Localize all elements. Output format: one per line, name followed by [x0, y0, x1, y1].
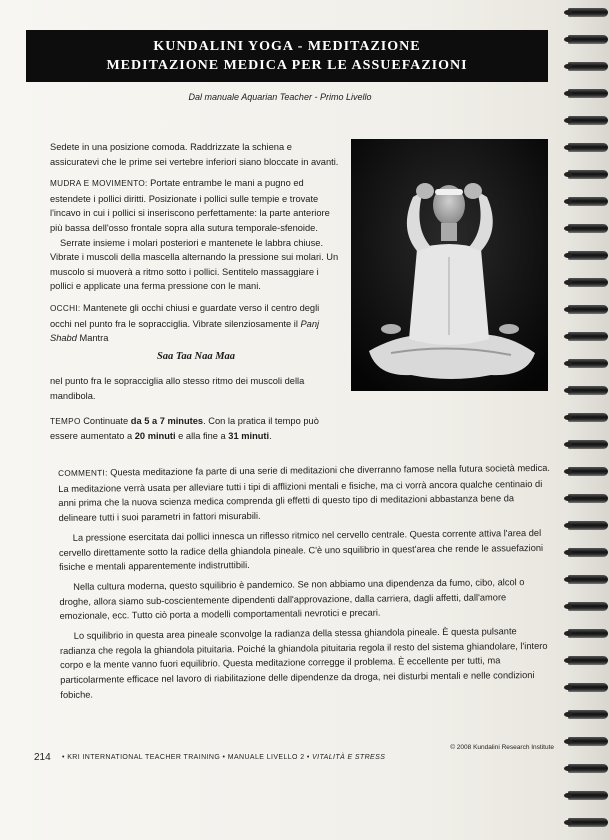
meditation-photo — [351, 139, 548, 391]
time-text-4: . — [269, 431, 272, 442]
page-number: 214 — [34, 752, 51, 763]
comments-text-1: Questa meditazione fa parte di una serie di meditazioni che diverranno famose nella futura società medica. La meditazione verrà usata per alleviare tutti i tipi di afflizioni mentali e fisiche, ma ci vorrà ancora qualche centinaio di anni prima che la nuova scienza medica comprenda gli effetti di questo tipo di meditazioni abbastanza bene da delineare tutti i suoi parametri in fattori misurabili. — [58, 462, 551, 524]
comments-paragraph-3: Nella cultura moderna, questo squilibrio è pandemico. Se non abbiamo una dipendenza da fumo, cibo, alcol o droghe, allora siamo sub-coscientemente dipendenti dall'approvazione, dalla carriera, dagli affetti, dall'amore emozionale, ecc. Tutto ciò porta a modelli comportamentali nevrotici e precari. — [59, 577, 525, 622]
binding-ring — [568, 737, 608, 746]
title-line-2: MEDITAZIONE MEDICA PER LE ASSUEFAZIONI — [106, 58, 468, 73]
time-text-1: Continuate — [80, 415, 131, 426]
binding-ring — [568, 467, 608, 476]
binding-ring — [568, 62, 608, 71]
binding-ring — [568, 170, 608, 179]
time-label: TEMPO — [50, 416, 81, 426]
binding-ring — [568, 818, 608, 827]
binding-ring — [568, 332, 608, 341]
comments-label: COMMENTI: — [58, 468, 108, 478]
spiral-binding — [566, 0, 610, 840]
binding-ring — [568, 143, 608, 152]
binding-ring — [568, 359, 608, 368]
eyes-text-end: Mantra — [76, 333, 109, 344]
comments-paragraph-4: Lo squilibrio in questa area pineale sconvolge la radianza della stessa ghiandola pineale. È questa pulsante radianza che regola la ghiandola pituitaria. Poiché la ghiandola pituitaria regola il resto del sistema ghiandolare, l'intero corpo e la mente vanno fuori equilibrio. Questa meditazione corregge il problema. È eccellente per tutti, ma particolarmente efficace nel lavoro di riabilitazione delle dipendenze da droga, nei disturbi mentali e nelle condizioni fobiche. — [59, 626, 548, 700]
mudra-paragraph-2: Serrate insieme i molari posteriori e mantenete le labbra chiuse. Vibrate i muscoli della mascella alternando la pressione sui molari. Un muscolo si muoverà a ritmo sotto i pollici. Sentitelo massaggiare i pollici e applicate una ferma pressione con le mani. — [50, 237, 339, 292]
binding-ring — [568, 764, 608, 773]
eyes-text: Mantenete gli occhi chiusi e guardate verso il centro degli occhi nel punto fra le sopracciglia. Vibrate silenziosamente il — [50, 302, 320, 329]
mudra-text: Portate entrambe le mani a pugno ed estendete i pollici diritti. Posizionate i pollici sulle tempie e trovate l'incavo in cui i pollici si inseriscono perfettamente: la parte anteriore più bassa dell'osso frontale sopra alla sutura temporale-sfenoide. — [50, 178, 330, 233]
eyes-after: nel punto fra le sopracciglia allo stesso ritmo dei muscoli della mandibola. — [50, 376, 305, 401]
binding-ring — [568, 683, 608, 692]
binding-ring — [568, 251, 608, 260]
binding-ring — [568, 89, 608, 98]
eyes-paragraph — [50, 301, 342, 346]
page-footer — [34, 744, 554, 768]
binding-ring — [568, 602, 608, 611]
binding-ring — [568, 521, 608, 530]
time-bold-3: 31 minuti — [228, 431, 270, 442]
footer-series: • KRI INTERNATIONAL TEACHER TRAINING • MANUALE LIVELLO 2 • — [62, 754, 313, 761]
binding-ring — [568, 8, 608, 17]
mudra-label: MUDRA E MOVIMENTO: — [50, 179, 148, 189]
meditating-woman-image — [351, 139, 548, 391]
binding-ring — [568, 440, 608, 449]
footer-text — [62, 754, 385, 761]
binding-ring — [568, 710, 608, 719]
time-text-2: . Con la pratica il tempo può essere aumentato a — [50, 415, 319, 442]
instructions-column — [50, 140, 342, 451]
footer-section: VITALITÀ E STRESS — [312, 754, 386, 761]
binding-ring — [568, 386, 608, 395]
time-text-3: e alla fine a — [175, 431, 229, 442]
time-bold-1: da 5 a 7 minutes — [130, 415, 204, 426]
mantra: Saa Taa Naa Maa — [156, 350, 236, 362]
copyright: © 2008 Kundalini Research Institute — [450, 744, 554, 751]
intro-paragraph: Sedete in una posizione comoda. Raddrizzate la schiena e assicuratevi che le prime sei vertebre inferiori siano bloccate in avanti. — [50, 142, 339, 167]
binding-ring — [568, 278, 608, 287]
comments-paragraph-2: La pressione esercitata dai pollici innesca un riflesso ritmico nel cervello centrale. Questa corrente attiva l'area del cervello direttamente sotto la radice della ghiandola pineale. C'è uno squilibrio in quest'area che rende le assuefazioni fisiche e mentali apparentemente indistruttibili. — [58, 527, 544, 573]
subtitle: Dal manuale Aquarian Teacher - Primo Livello — [188, 92, 372, 102]
mudra-paragraph — [50, 176, 342, 235]
eyes-label: OCCHI: — [50, 303, 81, 313]
binding-ring — [568, 197, 608, 206]
comments-section — [58, 461, 555, 708]
binding-ring — [568, 494, 608, 503]
binding-ring — [568, 548, 608, 557]
binding-ring — [568, 116, 608, 125]
binding-ring — [568, 656, 608, 665]
binding-ring — [568, 413, 608, 422]
binding-ring — [568, 305, 608, 314]
binding-ring — [568, 791, 608, 800]
mantra-name: Panj Shabd — [50, 318, 320, 344]
time-bold-2: 20 minuti — [134, 431, 176, 442]
binding-ring — [568, 35, 608, 44]
time-paragraph — [50, 414, 342, 444]
comments-paragraph-1 — [58, 461, 553, 526]
title-line-1: KUNDALINI YOGA - MEDITAZIONE — [153, 39, 421, 54]
title-banner — [26, 30, 548, 82]
binding-ring — [568, 575, 608, 584]
binding-ring — [568, 224, 608, 233]
binding-ring — [568, 629, 608, 638]
